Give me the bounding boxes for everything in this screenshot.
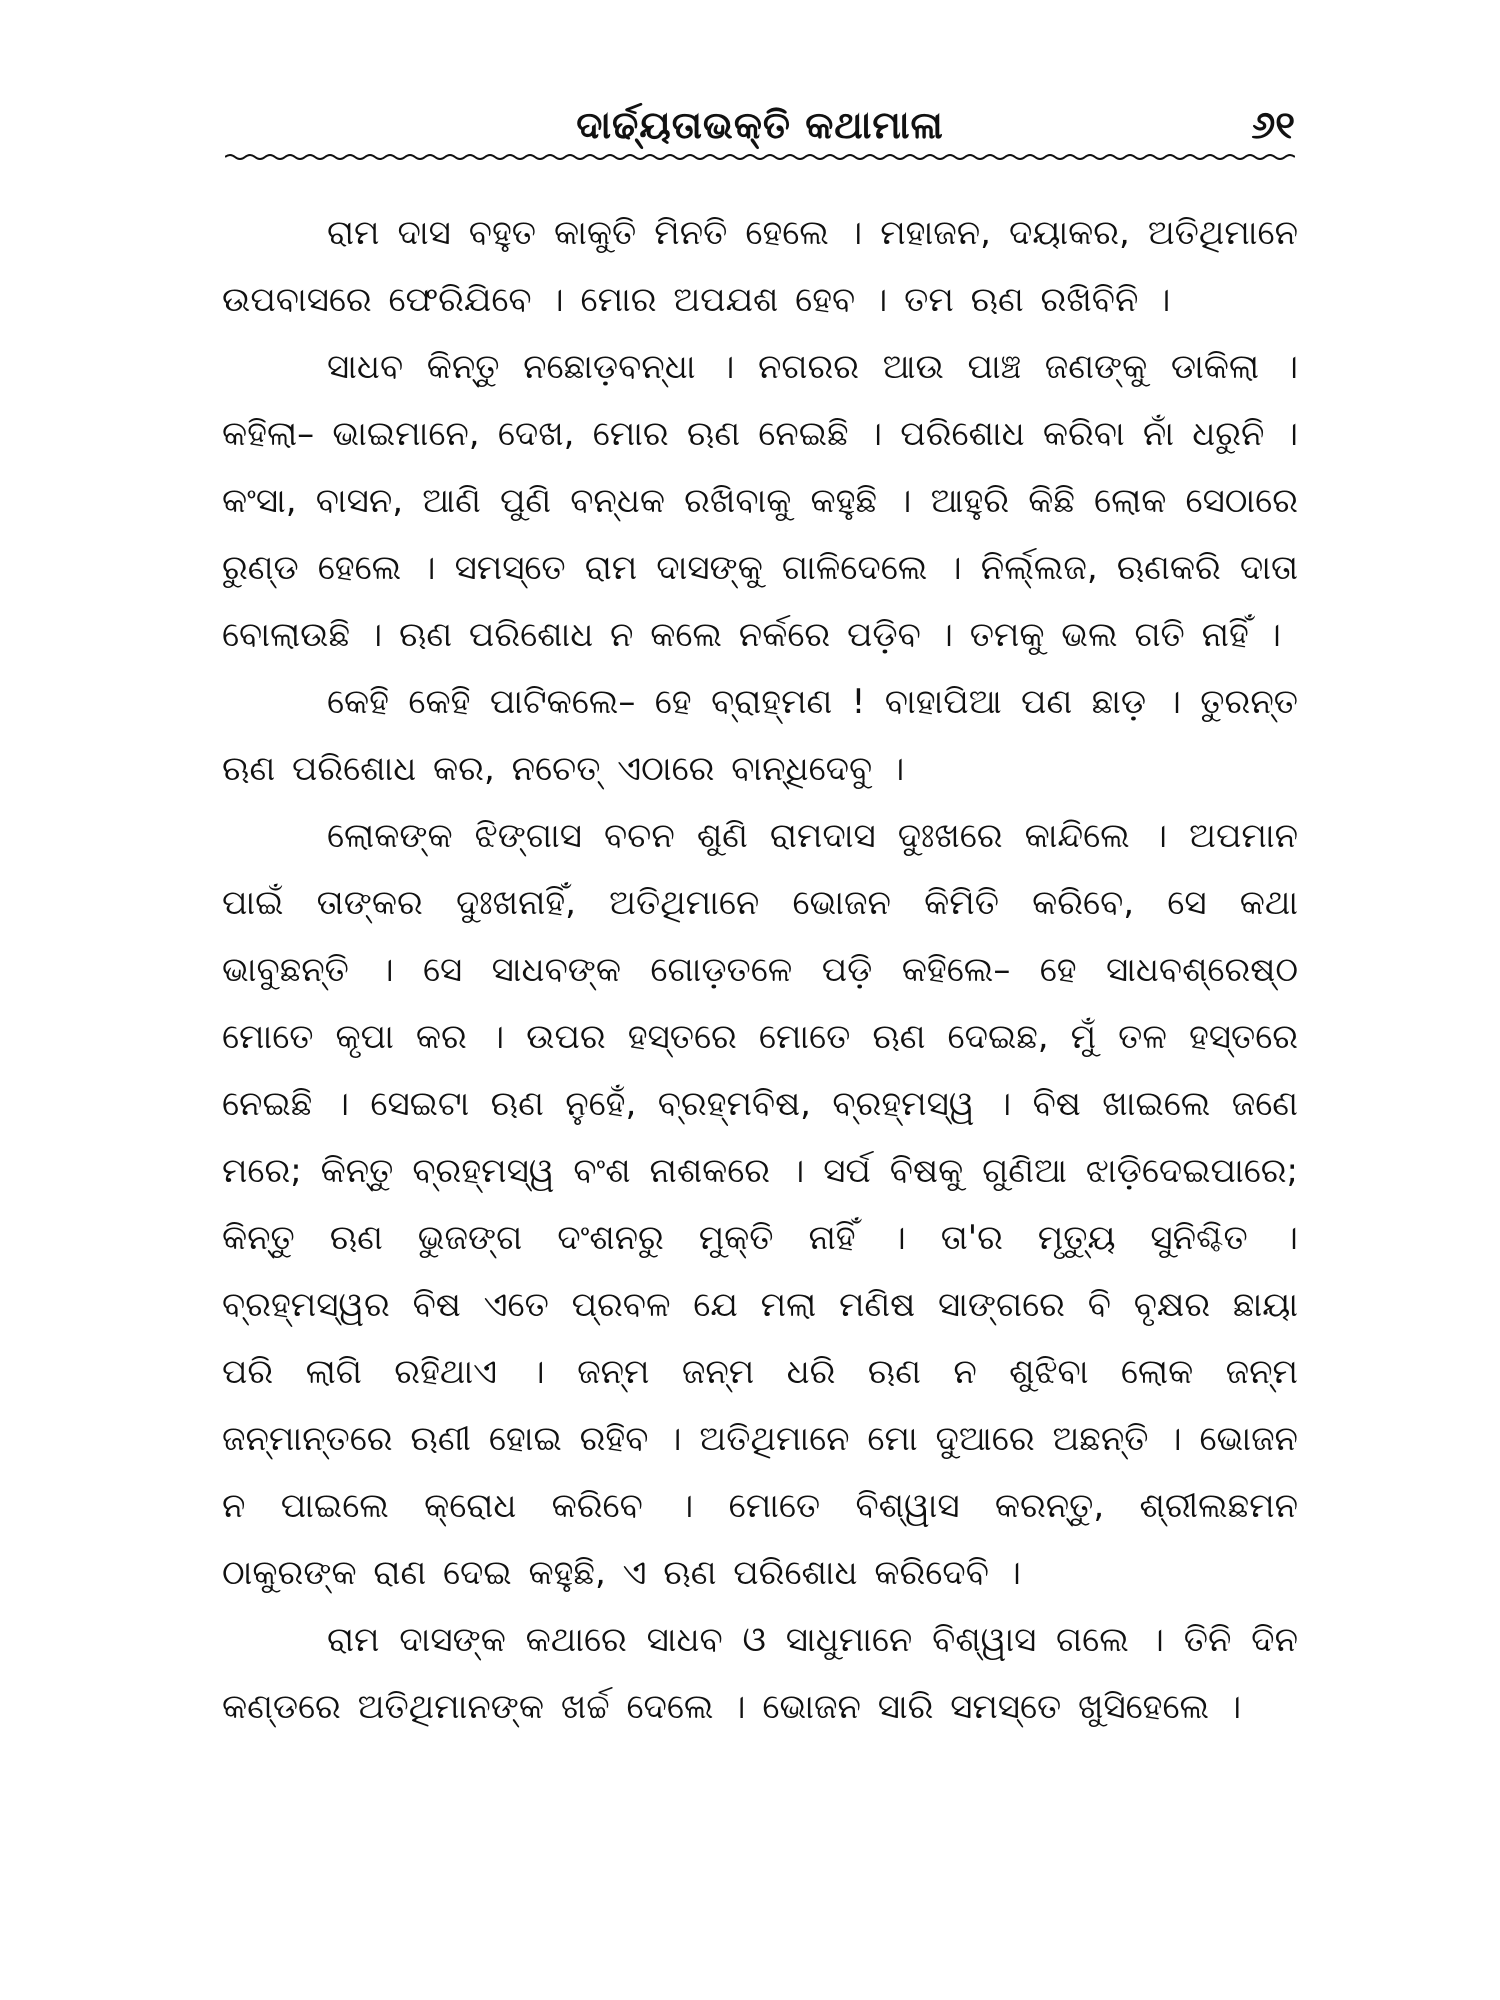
page-header bbox=[225, 100, 1295, 150]
page-number: ୬୧ bbox=[1251, 103, 1295, 147]
paragraph-5: ରାମ ଦାସଙ୍କ କଥାରେ ସାଧବ ଓ ସାଧୁମାନେ ବିଶ୍ୱାସ ଗଲେ । ତିନି ଦିନ କଣ୍ଡରେ ଅତିଥିମାନଙ୍କ ଖର୍ଚ୍ଚ ଦେଲେ । ଭୋଜନ ସାରି ସମସ୍ତେ ଖୁସିହେଲେ । bbox=[222, 1620, 1298, 1727]
header-wavy-rule bbox=[225, 152, 1295, 162]
running-title: ଦାର୍ଢ୍ୟତାଭକ୍ତି କଥାମାଳା bbox=[576, 103, 944, 147]
paragraph-1: ରାମ ଦାସ ବହୁତ କାକୁତି ମିନତି ହେଲେ । ମହାଜନ, ଦୟାକର, ଅତିଥିମାନେ ଉପବାସରେ ଫେରିଯିବେ । ମୋର ଅପଯଶ ହେବ । ତମ ଋଣ ରଖିବିନି । bbox=[222, 213, 1298, 320]
paragraph-3: କେହି କେହି ପାଟିକଲେ– ହେ ବ୍ରାହ୍ମଣ ! ବାହାପିଆ ପଣ ଛାଡ଼ । ତୁରନ୍ତ ଋଣ ପରିଶୋଧ କର, ନଚେତ୍ ଏଠାରେ ବାନ୍ଧିଦେବୁ । bbox=[222, 682, 1298, 789]
paragraph-4: ଲୋକଙ୍କ ଝିଙ୍ଗାସ ବଚନ ଶୁଣି ରାମଦାସ ଦୁଃଖରେ କାନ୍ଦିଲେ । ଅପମାନ ପାଇଁ ତାଙ୍କର ଦୁଃଖନାହିଁ, ଅତିଥିମାନେ ଭୋଜନ କିମିତି କରିବେ, ସେ କଥା ଭାବୁଛନ୍ତି । ସେ ସାଧବଙ୍କ ଗୋଡ଼ତଳେ ପଡ଼ି କହିଲେ– ହେ ସାଧବଶ୍ରେଷ୍ଠ ମୋତେ କୃପା କର । ଉପର ହସ୍ତରେ ମୋତେ ଋଣ ଦେଇଛ, ମୁଁ ତଳ ହସ୍ତରେ ନେଇଛି । ସେଇଟା ଋଣ ନୁହେଁ, ବ୍ରହ୍ମବିଷ, ବ୍ରହ୍ମସ୍ୱ । ବିଷ ଖାଇଲେ ଜଣେ ମରେ; କିନ୍ତୁ ବ୍ରହ୍ମସ୍ୱ ବଂଶ ନାଶକରେ । ସର୍ପ ବିଷକୁ ଗୁଣିଆ ଝାଡ଼ିଦେଇପାରେ; କିନ୍ତୁ ଋଣ ଭୁଜଙ୍ଗ ଦଂଶନରୁ ମୁକ୍ତି ନାହିଁ । ତା'ର ମୃତ୍ୟୁ ସୁନିଶ୍ଚିତ । ବ୍ରହ୍ମସ୍ୱର ବିଷ ଏତେ ପ୍ରବଳ ଯେ ମଲା ମଣିଷ ସାଙ୍ଗରେ ବି ବୃକ୍ଷର ଛାୟା ପରି ଲାଗି ରହିଥାଏ । ଜନ୍ମ ଜନ୍ମ ଧରି ଋଣ ନ ଶୁଝିବା ଲୋକ ଜନ୍ମ ଜନ୍ମାନ୍ତରେ ଋଣୀ ହୋଇ ରହିବ । ଅତିଥିମାନେ ମୋ ଦୁଆରେ ଅଛନ୍ତି । ଭୋଜନ ନ ପାଇଲେ କ୍ରୋଧ କରିବେ । ମୋତେ ବିଶ୍ୱାସ କରନ୍ତୁ, ଶ୍ରୀଲଛମନ ଠାକୁରଙ୍କ ରାଣ ଦେଇ କହୁଛି, ଏ ଋଣ ପରିଶୋଧ କରିଦେବି । bbox=[222, 816, 1298, 1593]
body-text bbox=[222, 200, 1298, 1741]
paragraph-2: ସାଧବ କିନ୍ତୁ ନଛୋଡ଼ବନ୍ଧା । ନଗରର ଆଉ ପାଞ୍ଚ ଜଣଙ୍କୁ ଡାକିଲା । କହିଲା– ଭାଇମାନେ, ଦେଖ, ମୋର ଋଣ ନେଇଛି । ପରିଶୋଧ କରିବା ନାଁ ଧରୁନି । କଂସା, ବାସନ, ଆଣି ପୁଣି ବନ୍ଧକ ରଖିବାକୁ କହୁଛି । ଆହୁରି କିଛି ଲୋକ ସେଠାରେ ରୁଣ୍ଡ ହେଲେ । ସମସ୍ତେ ରାମ ଦାସଙ୍କୁ ଗାଳିଦେଲେ । ନିର୍ଲ୍ଲଜ, ଋଣକରି ଦାତା ବୋଲାଉଛି । ଋଣ ପରିଶୋଧ ନ କଲେ ନର୍କରେ ପଡ଼ିବ । ତମକୁ ଭଲ ଗତି ନାହିଁ । bbox=[222, 347, 1298, 655]
